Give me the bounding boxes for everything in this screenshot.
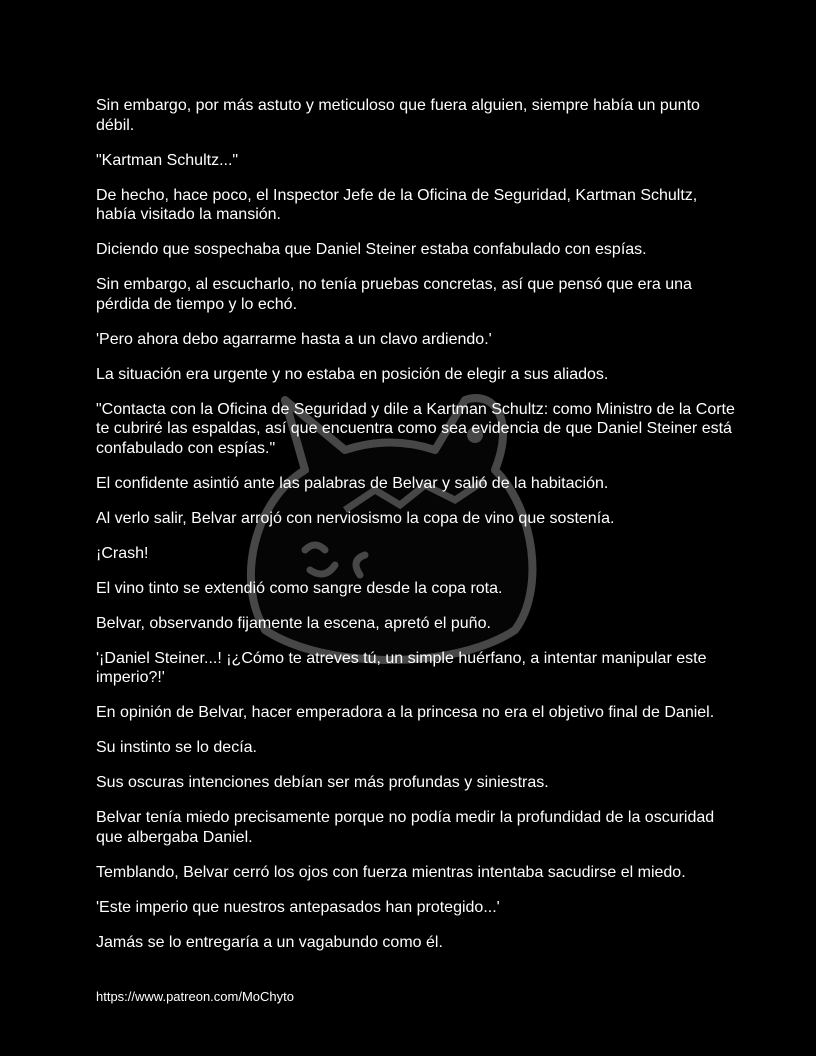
paragraph: "Kartman Schultz..." <box>96 151 239 169</box>
paragraph: La situación era urgente y no estaba en posición de elegir a sus aliados. <box>96 365 609 383</box>
paragraph: Diciendo que sospechaba que Daniel Steiner estaba confabulado con espías. <box>96 241 647 258</box>
paragraph: "Contacta con la Oficina de Seguridad y dile a Kartman Schultz: como Ministro de la Corte te cubriré las espaldas, así que encuentra como sea evidencia de que Daniel Steiner está confabulado con espías." <box>96 400 735 457</box>
paragraph: Temblando, Belvar cerró los ojos con fuerza mientras intentaba sacudirse el miedo. <box>96 863 686 881</box>
paragraph: ¡Crash! <box>96 544 149 562</box>
paragraph: Sin embargo, al escucharlo, no tenía pruebas concretas, así que pensó que era una pérdida de tiempo y lo echó. <box>96 276 692 313</box>
paragraph: Su instinto se lo decía. <box>96 739 257 756</box>
paragraph: '¡Daniel Steiner...! ¡¿Cómo te atreves tú, un simple huérfano, a intentar manipular este imperio?!' <box>96 649 707 686</box>
paragraph: El confidente asintió ante las palabras de Belvar y salió de la habitación. <box>96 474 609 492</box>
paragraph: Sus oscuras intenciones debían ser más profundas y siniestras. <box>96 774 549 791</box>
paragraph: Jamás se lo entregaría a un vagabundo como él. <box>96 933 443 951</box>
document-body <box>96 96 736 968</box>
paragraph: Belvar tenía miedo precisamente porque no podía medir la profundidad de la oscuridad que albergaba Daniel. <box>96 809 715 846</box>
paragraph: En opinión de Belvar, hacer emperadora a la princesa no era el objetivo final de Daniel. <box>96 704 715 721</box>
footer-link[interactable]: https://www.patreon.com/MoChyto <box>96 989 294 1004</box>
paragraph: El vino tinto se extendió como sangre desde la copa rota. <box>96 579 503 597</box>
paragraph: De hecho, hace poco, el Inspector Jefe de la Oficina de Seguridad, Kartman Schultz, había visitado la mansión. <box>96 186 698 223</box>
paragraph: Sin embargo, por más astuto y meticuloso que fuera alguien, siempre había un punto débil. <box>96 97 700 134</box>
paragraph: 'Este imperio que nuestros antepasados han protegido...' <box>96 898 500 916</box>
paragraph: 'Pero ahora debo agarrarme hasta a un clavo ardiendo.' <box>96 330 492 348</box>
paragraph: Belvar, observando fijamente la escena, apretó el puño. <box>96 614 491 632</box>
paragraph: Al verlo salir, Belvar arrojó con nerviosismo la copa de vino que sostenía. <box>96 509 615 527</box>
